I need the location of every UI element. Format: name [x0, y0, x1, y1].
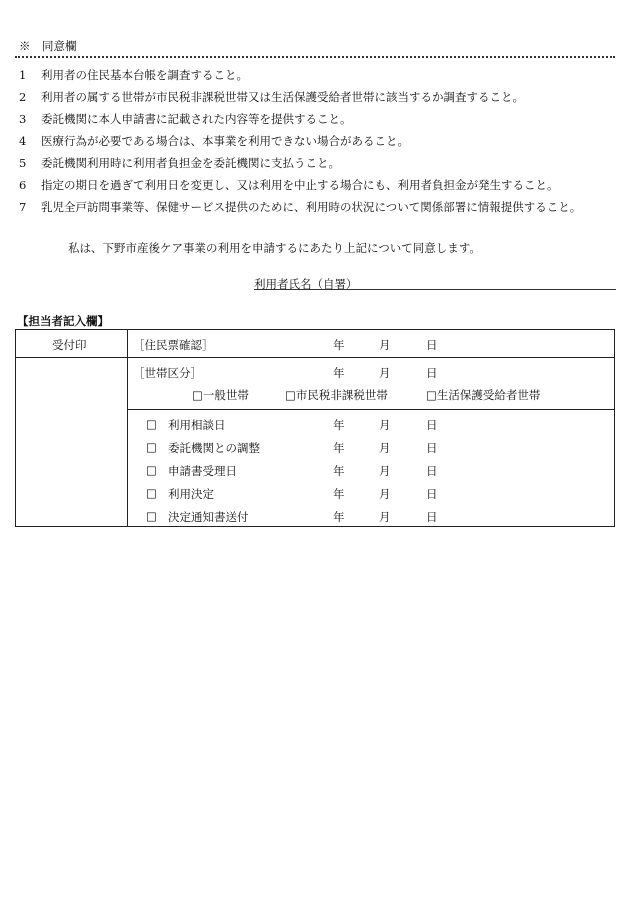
step-coordination: 委託機関との調整: [168, 441, 260, 455]
consent-item-text: 指定の期日を過ぎて利用日を変更し、又は利用を中止する場合にも、利用者負担金が発生すること。: [41, 178, 559, 192]
consent-item: [19, 177, 559, 193]
consent-item-number: 1: [19, 68, 27, 82]
staff-table: [15, 329, 615, 527]
date-month: 月: [379, 487, 391, 501]
consent-item: [19, 89, 524, 105]
staff-section-title: 【担当者記入欄】: [17, 314, 109, 328]
date-day: 日: [426, 464, 438, 478]
consent-item-text: 利用者の属する世帯が市民税非課税世帯又は生活保護受給者世帯に該当するか調査すること。: [41, 90, 524, 104]
household-option-welfare[interactable]: □生活保護受給者世帯: [426, 388, 541, 402]
date-month: 月: [379, 510, 391, 524]
consent-item: [19, 155, 340, 171]
date-year: 年: [333, 366, 345, 380]
household-option-general[interactable]: □一般世帯: [192, 388, 249, 402]
date-year: 年: [333, 510, 345, 524]
step-checkbox[interactable]: □: [146, 440, 157, 454]
step-application-received: 申請書受理日: [168, 464, 237, 478]
consent-item-text: 委託機関に本人申請書に記載された内容等を提供すること。: [41, 112, 352, 126]
consent-item: [19, 67, 248, 83]
date-day: 日: [426, 366, 438, 380]
consent-item-number: 7: [19, 200, 27, 214]
date-month: 月: [379, 464, 391, 478]
consent-item-text: 委託機関利用時に利用者負担金を委託機関に支払うこと。: [41, 156, 340, 170]
reception-stamp-label: 受付印: [52, 338, 87, 352]
dotted-divider: [15, 56, 615, 58]
resident-check-label: ［住民票確認］: [133, 338, 214, 352]
step-notice-sent: 決定通知書送付: [168, 510, 249, 524]
consent-header: ※ 同意欄: [19, 39, 77, 53]
consent-item-number: 4: [19, 134, 27, 148]
consent-item-text: 医療行為が必要である場合は、本事業を利用できない場合があること。: [41, 134, 409, 148]
date-month: 月: [379, 366, 391, 380]
consent-item-number: 3: [19, 112, 27, 126]
signature-line[interactable]: [254, 289, 616, 290]
consent-item-text: 利用者の住民基本台帳を調査すること。: [41, 68, 248, 82]
step-usage-decision: 利用決定: [168, 487, 214, 501]
date-day: 日: [426, 510, 438, 524]
date-year: 年: [333, 418, 345, 432]
date-year: 年: [333, 464, 345, 478]
step-consultation-date: 利用相談日: [168, 418, 226, 432]
table-column-divider: [127, 330, 128, 526]
household-class-label: ［世帯区分］: [133, 366, 202, 380]
date-year: 年: [333, 338, 345, 352]
consent-item-number: 2: [19, 90, 27, 104]
date-year: 年: [333, 441, 345, 455]
date-day: 日: [426, 487, 438, 501]
date-day: 日: [426, 418, 438, 432]
consent-item: [19, 199, 581, 215]
step-checkbox[interactable]: □: [146, 463, 157, 477]
consent-item: [19, 111, 352, 127]
date-day: 日: [426, 338, 438, 352]
signature-label: 利用者氏名（自署）: [254, 277, 358, 291]
table-row-divider: [16, 357, 614, 358]
date-day: 日: [426, 441, 438, 455]
consent-item: [19, 133, 409, 149]
table-row-divider: [127, 409, 614, 410]
date-month: 月: [379, 338, 391, 352]
step-checkbox[interactable]: □: [146, 509, 157, 523]
consent-item-number: 5: [19, 156, 27, 170]
step-checkbox[interactable]: □: [146, 417, 157, 431]
date-month: 月: [379, 441, 391, 455]
consent-statement: 私は、下野市産後ケア事業の利用を申請するにあたり上記について同意します。: [68, 241, 481, 255]
consent-item-number: 6: [19, 178, 27, 192]
step-checkbox[interactable]: □: [146, 486, 157, 500]
date-year: 年: [333, 487, 345, 501]
household-option-tax-exempt[interactable]: □市民税非課税世帯: [285, 388, 388, 402]
date-month: 月: [379, 418, 391, 432]
consent-item-text: 乳児全戸訪問事業等、保健サービス提供のために、利用時の状況について関係部署に情報提供すること。: [41, 200, 582, 214]
